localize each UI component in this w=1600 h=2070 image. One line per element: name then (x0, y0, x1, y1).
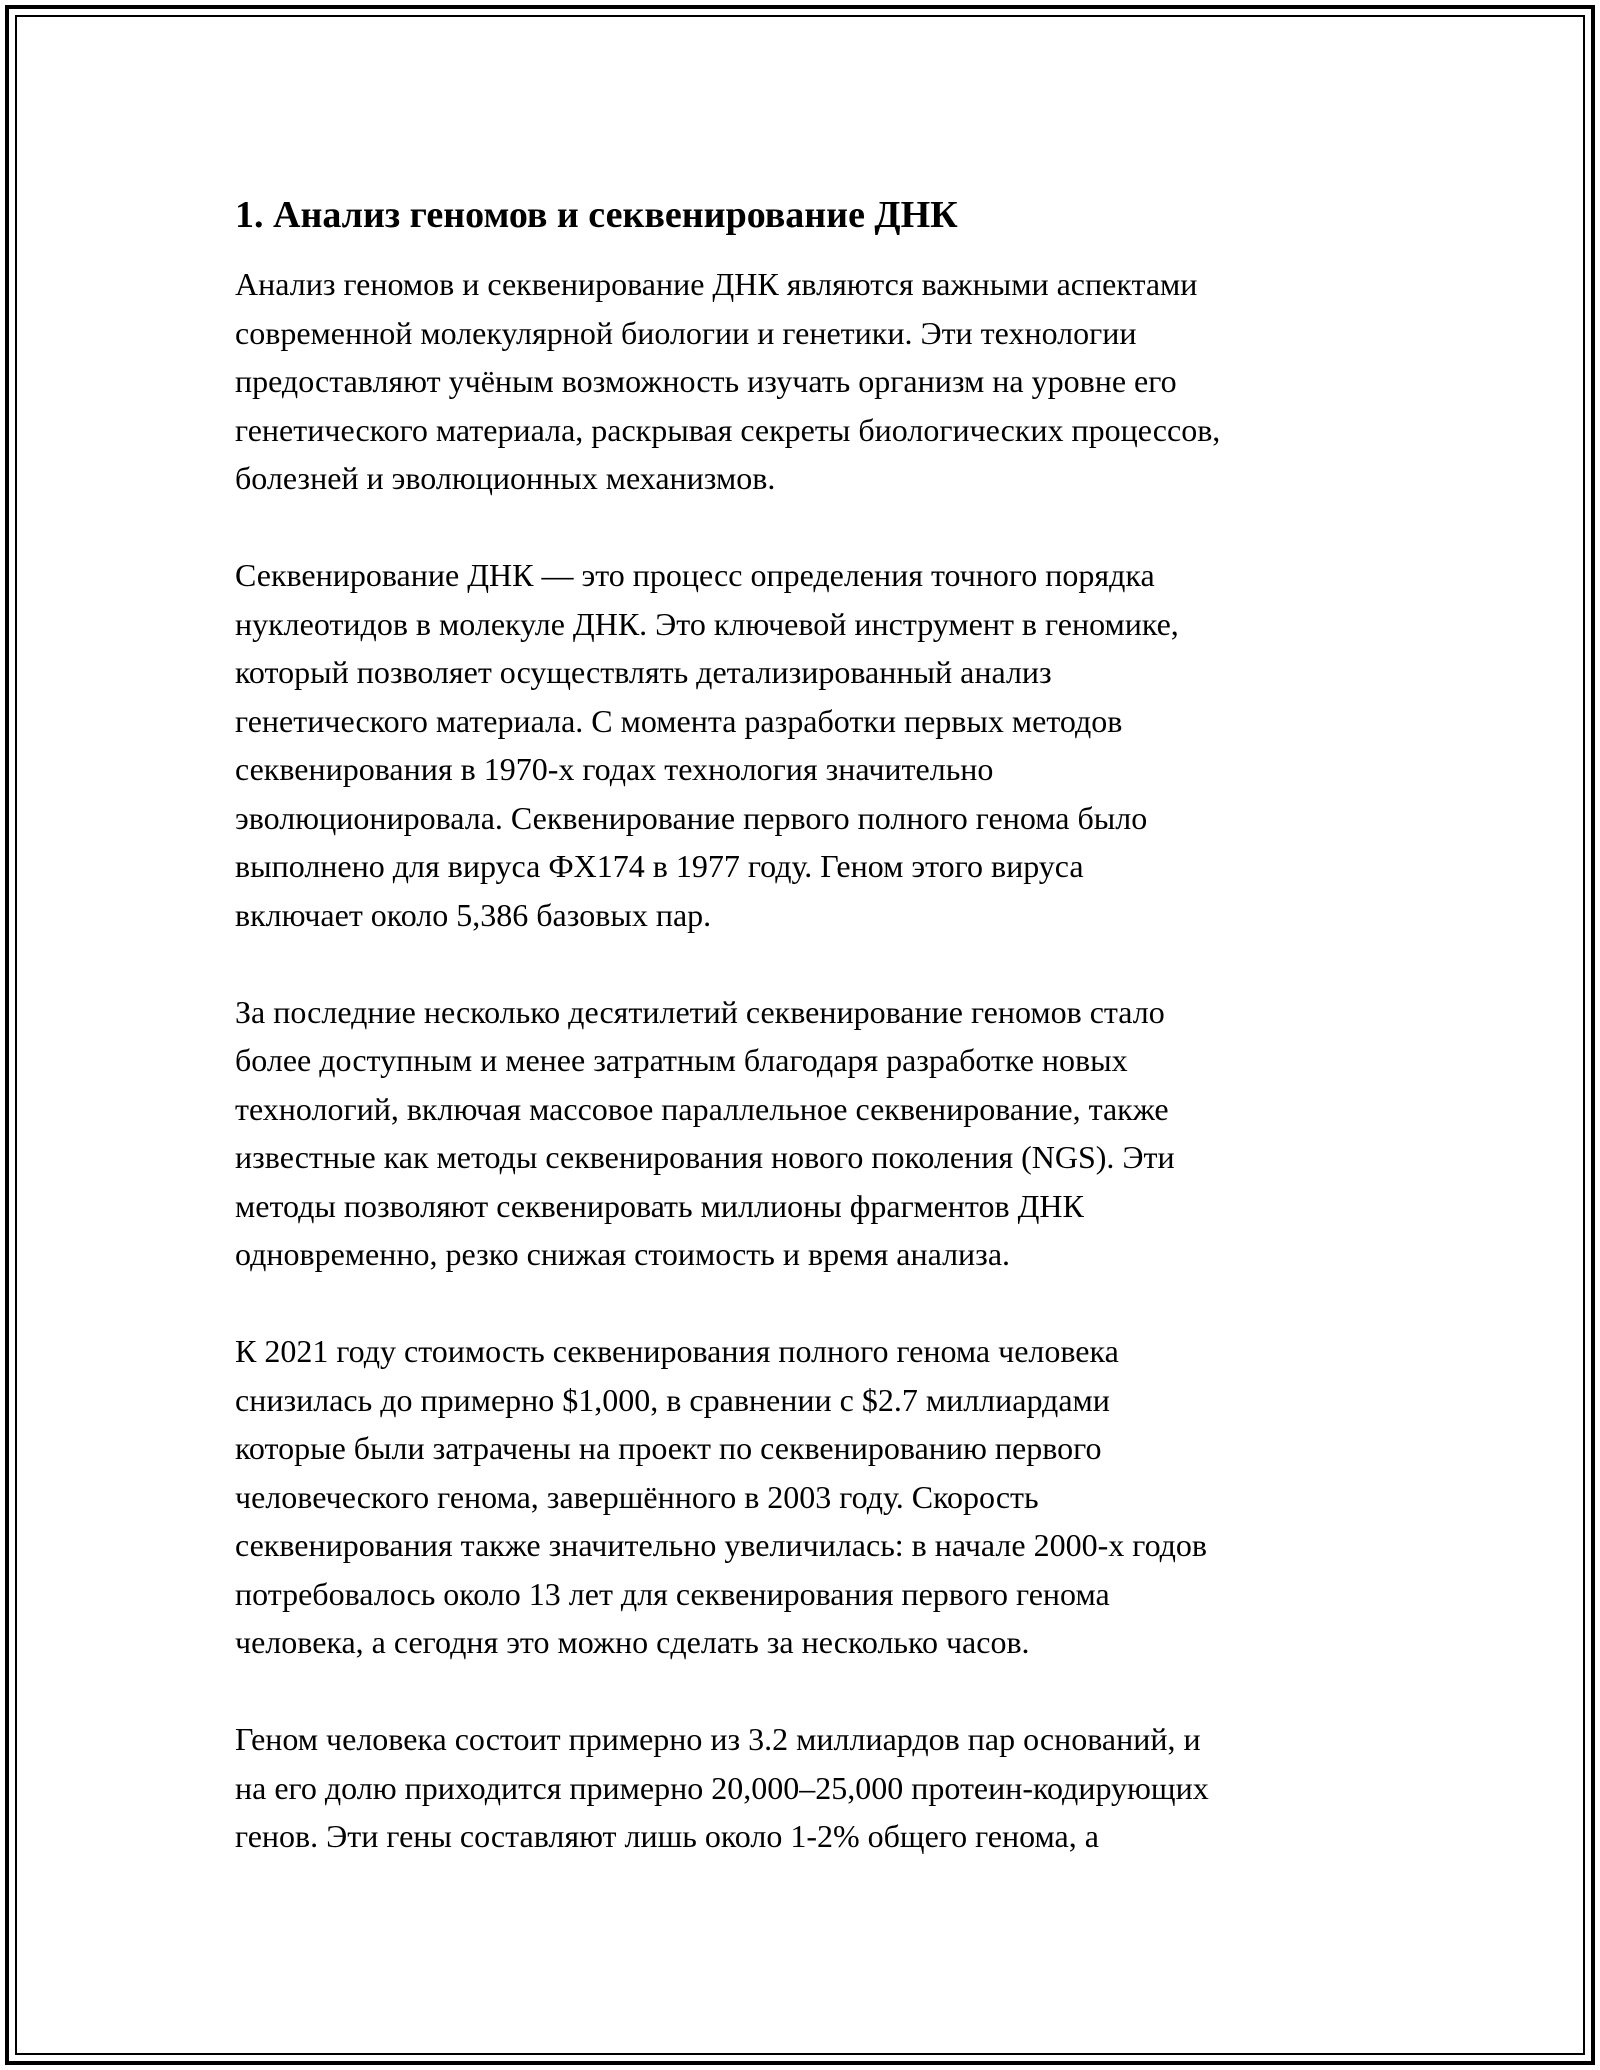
paragraph-line: известные как методы секвенирования нового поколения (NGS). Эти (235, 1139, 1175, 1175)
paragraph-line: генетического материала. С момента разработки первых методов (235, 702, 1123, 739)
paragraph-line: предоставляют учёным возможность изучать организм на уровне его (235, 363, 1177, 399)
paragraph-line: потребовалось около 13 лет для секвенирования первого генома (235, 1575, 1110, 1612)
paragraph-line: одновременно, резко снижая стоимость и время анализа. (235, 1236, 1011, 1272)
paragraph-line: методы позволяют секвенировать миллионы фрагментов ДНК (235, 1187, 1084, 1224)
paragraph-line: болезней и эволюционных механизмов. (235, 460, 776, 496)
paragraph-line: секвенирования также значительно увеличилась: в начале 2000-х годов (235, 1527, 1208, 1563)
paragraph-line: который позволяет осуществлять детализированный анализ (235, 654, 1052, 690)
paragraph-3 (235, 988, 1375, 1279)
paragraph-line: За последние несколько десятилетий секвенирование геномов стало (235, 993, 1165, 1030)
paragraph-line: генов. Эти гены составляют лишь около 1-2% общего генома, а (235, 1818, 1099, 1854)
paragraph-line: человеческого генома, завершённого в 2003 году. Скорость (235, 1478, 1039, 1515)
paragraph-line: выполнено для вируса ФХ174 в 1977 году. Геном этого вируса (235, 848, 1084, 884)
paragraph-5 (235, 1715, 1375, 1861)
paragraph-line: Геном человека состоит примерно из 3.2 миллиардов пар оснований, и (235, 1721, 1201, 1757)
paragraph-line: которые были затрачены на проект по секвенированию первого (235, 1430, 1102, 1466)
paragraph-line: нуклеотидов в молекуле ДНК. Это ключевой инструмент в геномике, (235, 605, 1179, 642)
paragraph-line: эволюционировала. Секвенирование первого полного генома было (235, 799, 1148, 836)
paragraph-1 (235, 260, 1375, 503)
paragraph-line: К 2021 году стоимость секвенирования полного генома человека (235, 1333, 1119, 1369)
paragraph-line: секвенирования в 1970-х годах технология значительно (235, 751, 994, 787)
paragraph-line: более доступным и менее затратным благодаря разработке новых (235, 1042, 1128, 1078)
paragraph-line: человека, а сегодня это можно сделать за несколько часов. (235, 1624, 1030, 1660)
paragraph-line: снизилась до примерно $1,000, в сравнении с $2.7 миллиардами (235, 1381, 1110, 1418)
section-heading: 1. Анализ геномов и секвенирование ДНК (235, 194, 958, 236)
paragraph-line: современной молекулярной биологии и генетики. Эти технологии (235, 314, 1137, 351)
paragraph-line: генетического материала, раскрывая секреты биологических процессов, (235, 411, 1221, 448)
document-body (235, 190, 1375, 1861)
paragraph-line: технологий, включая массовое параллельное секвенирование, также (235, 1090, 1169, 1127)
paragraph-line: Анализ геномов и секвенирование ДНК являются важными аспектами (235, 266, 1198, 302)
paragraph-line: Секвенирование ДНК — это процесс определения точного порядка (235, 557, 1155, 593)
paragraph-4 (235, 1327, 1375, 1667)
paragraph-2 (235, 551, 1375, 939)
paragraph-line: на его долю приходится примерно 20,000–25,000 протеин-кодирующих (235, 1769, 1209, 1806)
paragraph-line: включает около 5,386 базовых пар. (235, 896, 712, 933)
